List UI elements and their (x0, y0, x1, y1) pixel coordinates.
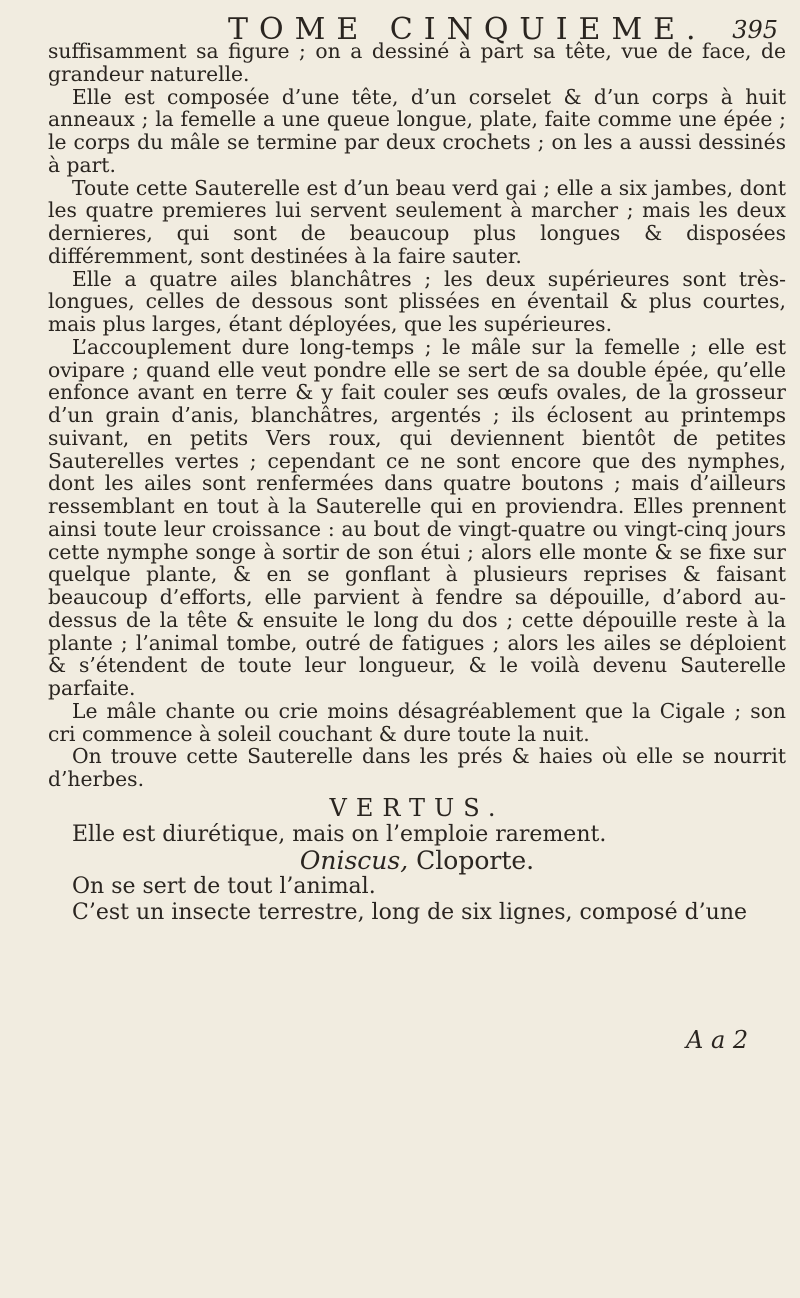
paragraph-1: suffisamment sa figure ; on a dessiné à part sa tête, vue de face, de grandeur naturelle. (48, 39, 786, 86)
species-latin-name: Oniscus, (299, 845, 409, 875)
catchword: A a 2 (686, 1026, 749, 1054)
species-heading (48, 845, 786, 875)
species-french-name: Cloporte. (416, 845, 535, 875)
vertus-paragraph: Elle est diurétique, mais on l’emploie rarement. (72, 821, 607, 847)
species-paragraph-1: On se sert de tout l’animal. (72, 874, 376, 900)
paragraph-3: Toute cette Sauterelle est d’un beau verd gai ; elle a six jambes, dont les quatre premieres lui servent seulement à marcher ; mais les deux dernieres, qui sont de beaucoup plus longues & disposées différemment, sont destinées à la faire sauter. (48, 175, 786, 268)
body-text (48, 40, 786, 926)
paragraph-4: Elle a quatre ailes blanchâtres ; les deux supérieures sont très-longues, celles de dessous sont plissées en éventail & plus courtes, mais plus larges, étant déployées, que les supérieures. (48, 266, 786, 336)
paragraph-2: Elle est composée d’une tête, d’un corselet & d’un corps à huit anneaux ; la femelle a une queue longue, plate, faite comme une épée ; le corps du mâle se termine par deux crochets ; on les a aussi dessinés à part. (48, 84, 786, 177)
section-heading-vertus: VERTUS. (329, 793, 505, 822)
running-head: TOME CINQUIEME. (228, 12, 707, 47)
page-number: 395 (732, 16, 778, 44)
paragraph-6: Le mâle chante ou crie moins désagréablement que la Cigale ; son cri commence à soleil couchant & dure toute la nuit. (48, 698, 786, 746)
species-paragraph-2: C’est un insecte terrestre, long de six lignes, composé d’une (72, 900, 748, 926)
paragraph-5: L’accouplement dure long-temps ; le mâle sur la femelle ; elle est ovipare ; quand elle veut pondre elle se sert de sa double épée, qu’elle enfonce avant en terre & y fait couler ses œufs ovales, de la grosseur d’un grain d’anis, blanchâtres, argentés ; ils éclosent au printemps suivant, en petits Vers roux, qui deviennent bientôt de petites Sauterelles vertes ; cependant ce ne sont encore que des nymphes, dont les ailes sont renfermées dans quatre boutons ; mais d’ailleurs ressemblant en tout à la Sauterelle qui en proviendra. Elles prennent ainsi toute leur croissance : au bout de vingt-quatre ou vingt-cinq jours cette nymphe songe à sortir de son étui ; alors elle monte & se fixe sur quelque plante, & en se gonflant à plusieurs reprises & faisant beaucoup d’efforts, elle parvient à fendre sa dépouille, d’abord au-dessus de la tête & ensuite le long du dos ; cette dépouille reste à la plante ; l’animal tombe, outré de fatigues ; alors les ailes se déploient & s’étendent de toute leur longueur, & le voilà devenu Sauterelle parfaite. (48, 334, 786, 700)
paragraph-7: On trouve cette Sauterelle dans les prés & haies où elle se nourrit d’herbes. (48, 744, 786, 791)
